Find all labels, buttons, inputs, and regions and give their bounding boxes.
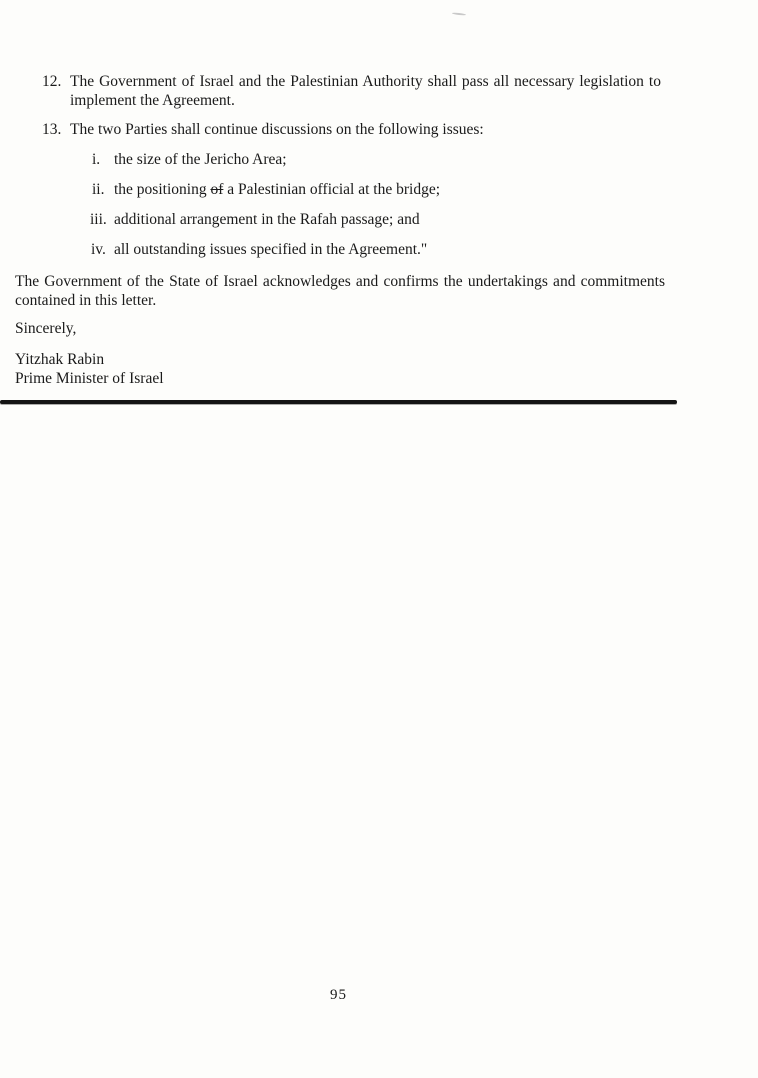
scan-smudge — [452, 12, 466, 15]
closing-paragraph: The Government of the State of Israel acknowledges and confirms the undertakings and commitments contained in this letter. — [15, 273, 665, 309]
sublist-item-iii-text — [114, 210, 652, 229]
sublist-item-i-text — [114, 150, 652, 169]
sublist-item-iv-number: iv. — [91, 241, 106, 258]
sublist-item-iv-text-before: all outstanding issues specified in the Agreement." — [114, 241, 428, 258]
horizontal-divider — [0, 400, 677, 404]
sublist-item-i-number: i. — [92, 151, 101, 168]
list-item-13-number: 13. — [42, 121, 62, 138]
list-item-13 — [42, 120, 661, 139]
list-item-12-text: The Government of Israel and the Palestinian Authority shall pass all necessary legislation to implement the Agreement. — [70, 73, 661, 109]
list-item-12 — [42, 72, 661, 110]
list-item-13-text: The two Parties shall continue discussions on the following issues: — [70, 121, 484, 138]
sublist-item-ii-text — [114, 180, 652, 199]
signature-block — [15, 350, 164, 388]
signature-title: Prime Minister of Israel — [15, 370, 164, 387]
sublist-item-iii — [90, 210, 652, 229]
sublist-item-ii-text-after: a Palestinian official at the bridge; — [223, 181, 441, 198]
sublist-item-iv-text — [114, 240, 652, 259]
signature-name: Yitzhak Rabin — [15, 351, 105, 368]
sublist-item-ii-number: ii. — [92, 181, 105, 198]
sublist-item-ii — [92, 180, 652, 199]
sublist-item-iii-text-before: additional arrangement in the Rafah passage; and — [114, 211, 420, 228]
sublist-item-iv — [91, 240, 652, 259]
list-item-12-number: 12. — [42, 73, 62, 90]
sublist-item-iii-number: iii. — [90, 211, 107, 228]
sublist-item-ii-text-before: the positioning — [114, 181, 211, 198]
sublist-item-i-text-before: the size of the Jericho Area; — [114, 151, 287, 168]
page-number: 95 — [330, 987, 347, 1003]
sublist-item-i — [92, 150, 652, 169]
signoff: Sincerely, — [15, 320, 77, 337]
sublist-item-ii-struck: of — [210, 181, 224, 198]
